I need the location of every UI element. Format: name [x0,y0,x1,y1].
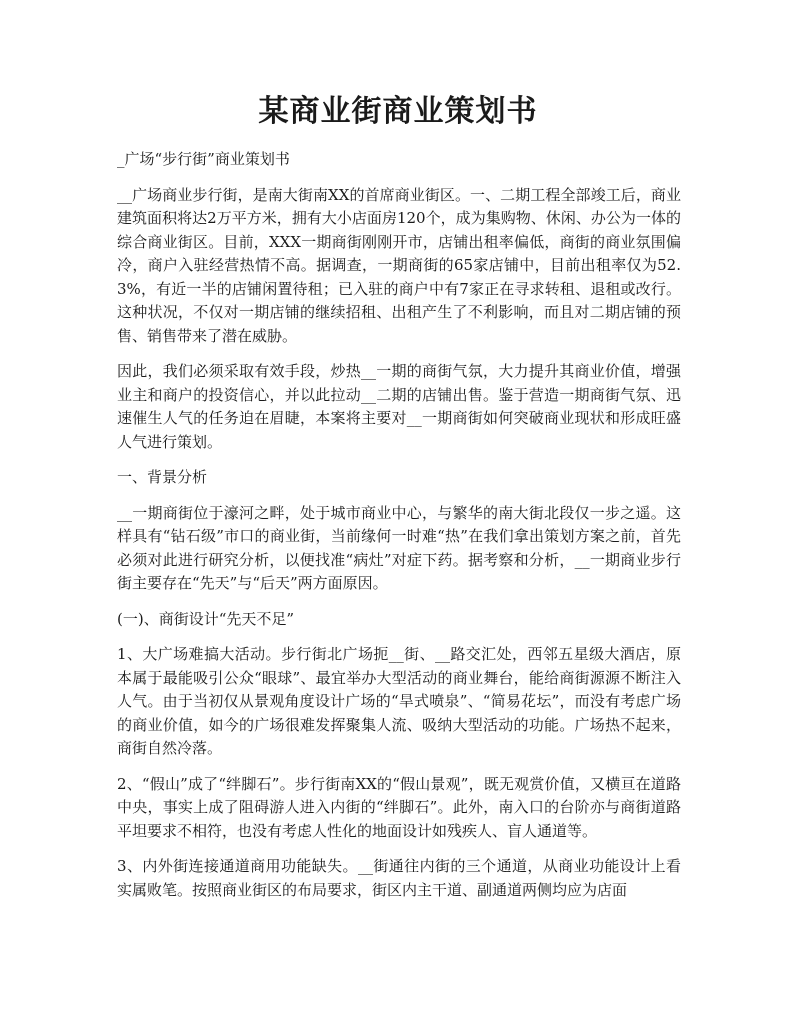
document-title: 某商业街商业策划书 [258,94,538,129]
paragraph-purpose: 因此，我们必须采取有效手段，炒热__一期的商街气氛，大力提升其商业价值，增强业主和商户的投资信心，并以此拉动__二期的店铺出售。鉴于营造一期商街气氛、迅速催生人气的任务迫在眉睫，本案将主要对__一期商街如何突破商业现状和形成旺盛人气进行策划。 [117,362,681,451]
paragraph-point-1: 1、大广场难搞大活动。步行街北广场扼__街、__路交汇处，西邻五星级大酒店，原本属于最能吸引公众“眼球”、最宜举办大型活动的商业舞台，能给商街源源不断注入人气。由于当初仅从景观角度设计广场的“旱式喷泉”、“简易花坛”，而没有考虑广场的商业价值，如今的广场很难发挥聚集人流、吸纳大型活动的功能。广场热不起来，商街自然冷落。 [117,645,681,757]
paragraph-point-3: 3、内外街连接通道商用功能缺失。__街通往内街的三个通道，从商业功能设计上看实属败笔。按照商业街区的布局要求，街区内主干道、副通道两侧均应为店面 [117,857,681,899]
paragraph-intro: __广场商业步行街，是南大街南XX的首席商业街区。一、二期工程全部竣工后，商业建筑面积将达2万平方米，拥有大小店面房120个，成为集购物、休闲、办公为一体的综合商业街区。目前，XXX一期商街刚刚开市，店铺出租率偏低，商街的商业氛围偏冷，商户入驻经营热情不高。据调查，一期商街的65家店铺中，目前出租率仅为52.3%，有近一半的店铺闲置待租；已入驻的商户中有7家正在寻求转租、退租或改行。这种状况，不仅对一期店铺的继续招租、出租产生了不利影响，而且对二期店铺的预售、销售带来了潜在威胁。 [117,185,681,345]
paragraph-subtitle: _广场“步行街”商业策划书 [117,150,290,168]
subsection-heading-design: (一)、商街设计“先天不足” [117,609,295,628]
paragraph-point-2: 2、“假山”成了“绊脚石”。步行街南XX的“假山景观”，既无观赏价值，又横亘在道路中央，事实上成了阻碍游人进入内街的“绊脚石”。此外，南入口的台阶亦与商街道路平坦要求不相符，也没有考虑人性化的地面设计如残疾人、盲人通道等。 [117,774,681,840]
document-body [117,148,681,914]
paragraph-background: __一期商街位于濠河之畔，处于城市商业中心，与繁华的南大街北段仅一步之遥。这样具有“钻石级”市口的商业街，当前缘何一时难“热”在我们拿出策划方案之前，首先必须对此进行研究分析，以便找准“病灶”对症下药。据考察和分析，__一期商业步行街主要存在“先天”与“后天”两方面原因。 [117,503,681,592]
section-heading-background: 一、背景分析 [117,468,208,486]
